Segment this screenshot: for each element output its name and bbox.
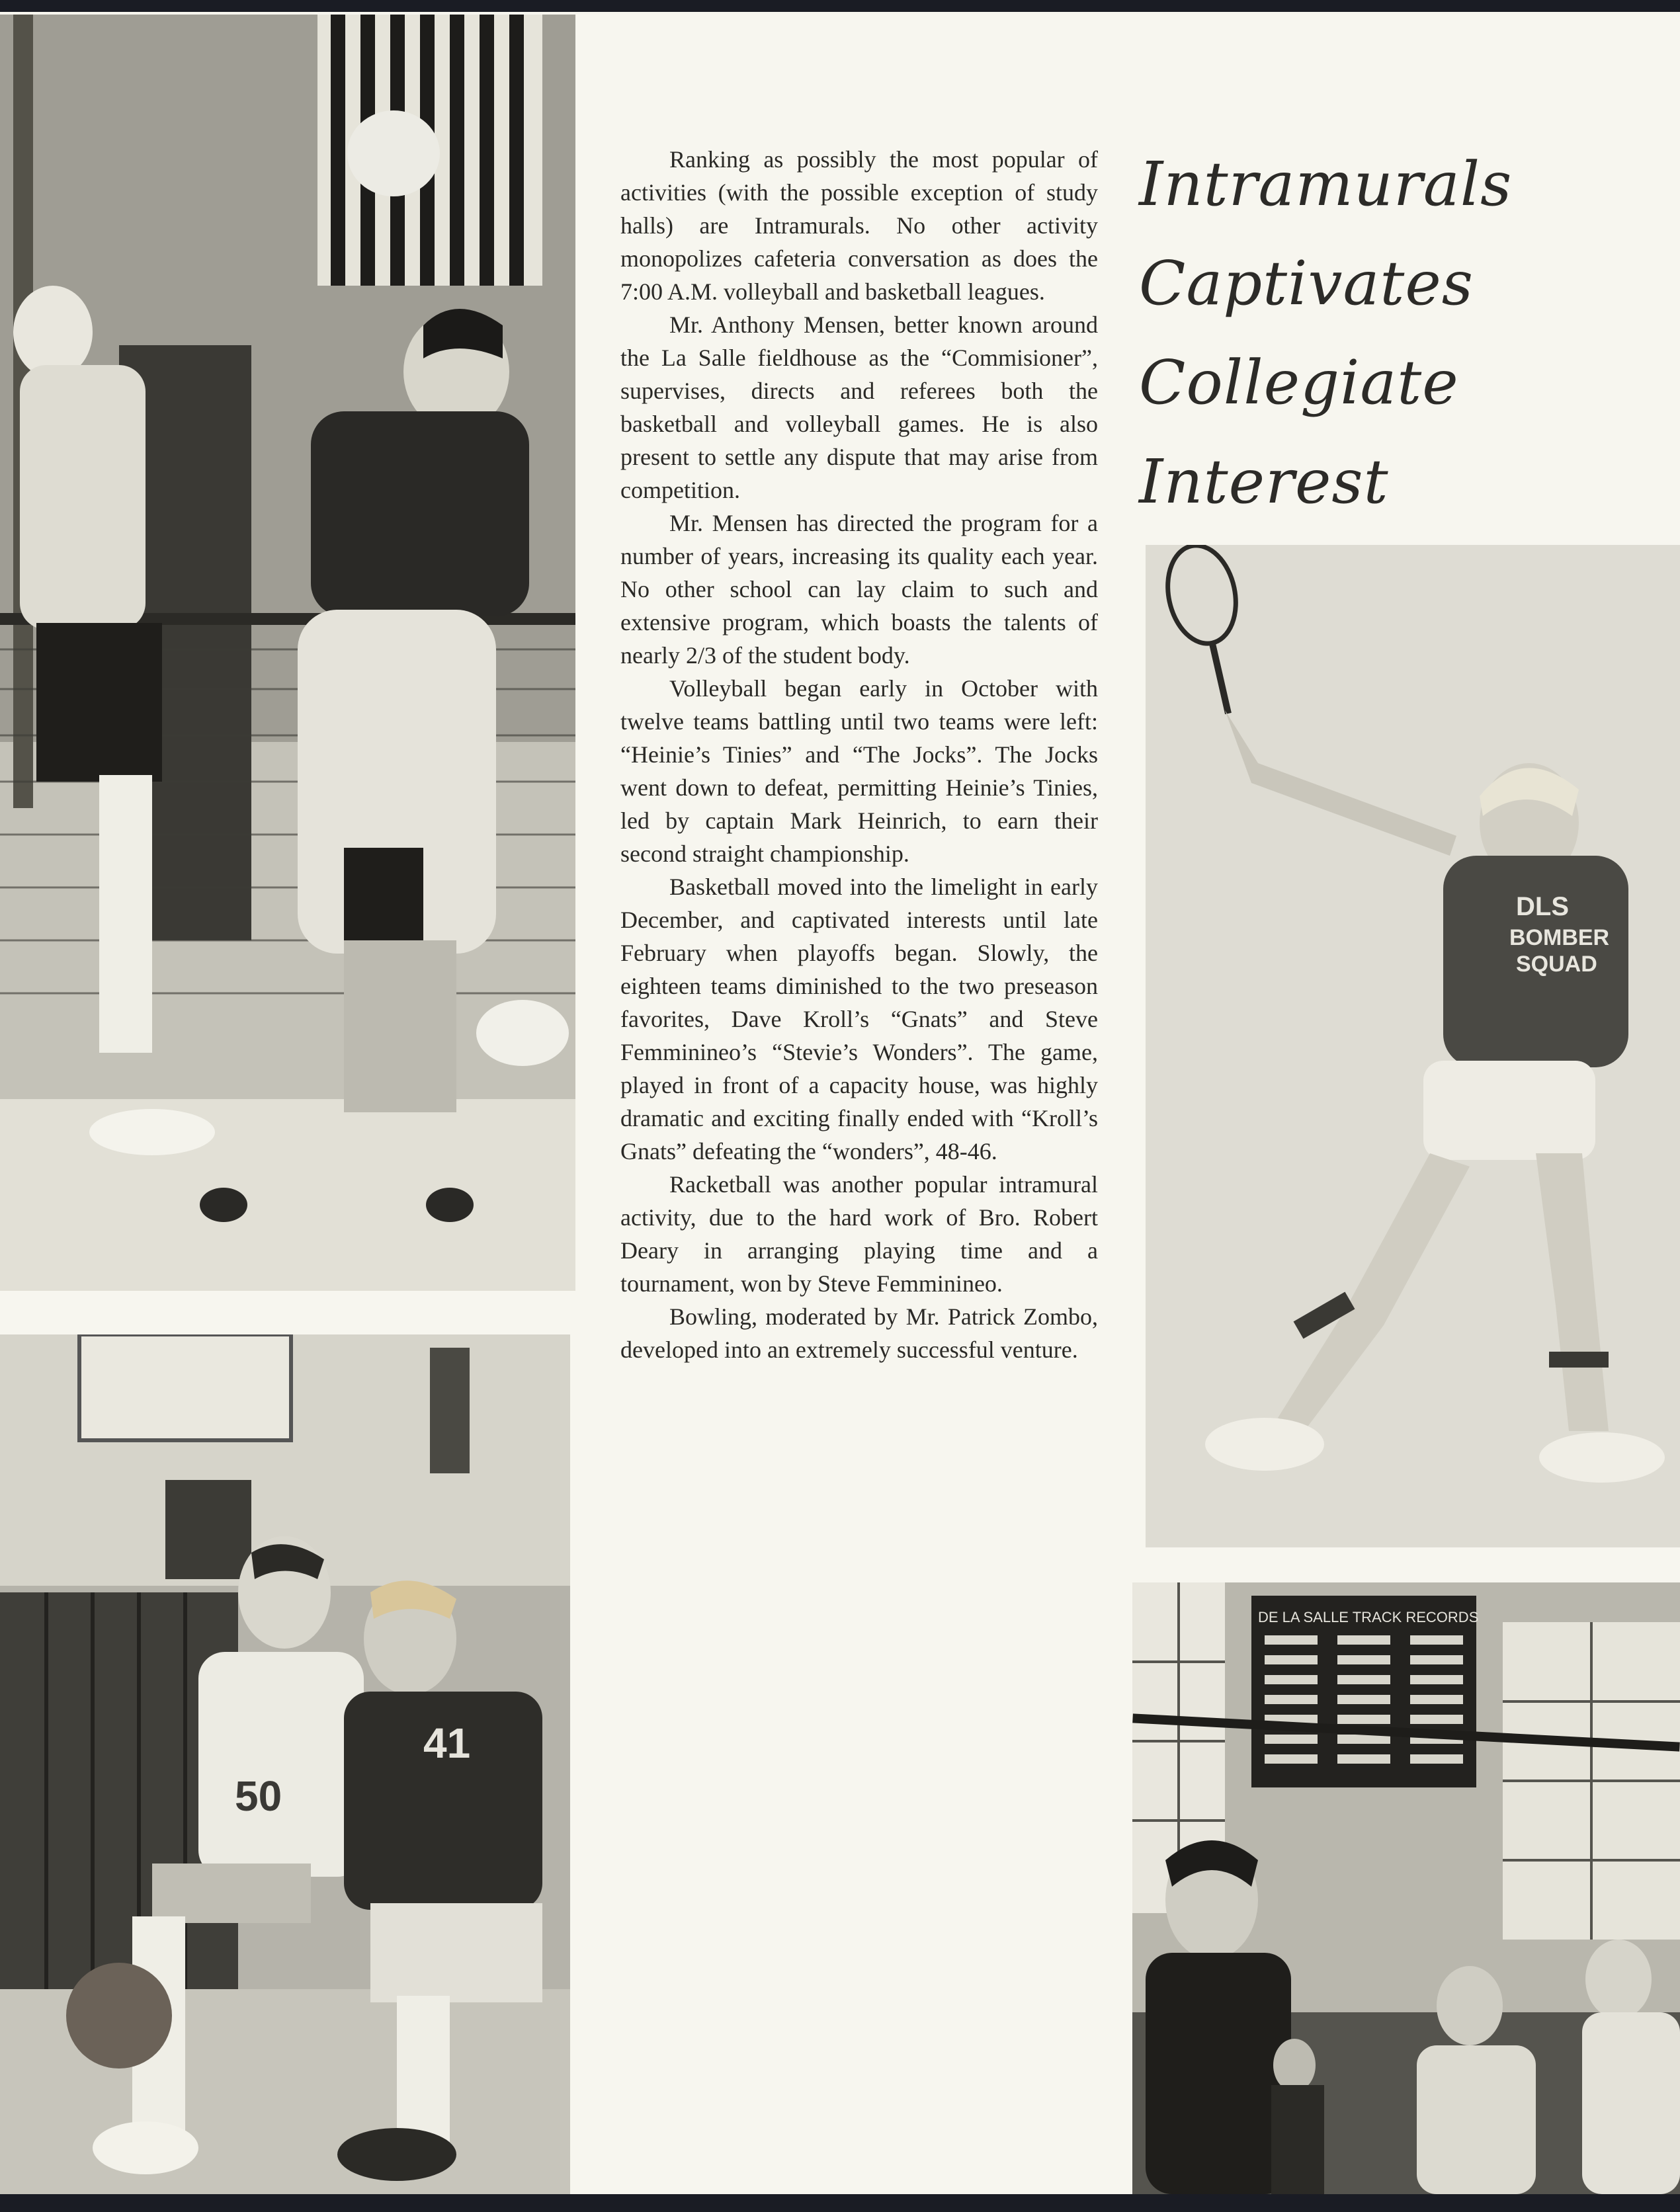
headline-line-1: Intramurals [1139,149,1513,220]
jersey-number-dark: 41 [423,1719,471,1767]
shirt-text-line1: DLS [1516,892,1569,921]
volleyball-photo [0,15,575,1291]
shirt-text-line3: SQUAD [1516,952,1597,977]
headline-line-3: Collegiate [1139,347,1459,418]
article-paragraph: Mr. Mensen has directed the program for a number of years, increasing its quality each year. No other school can lay claim to such and extensive program, which boasts the talents of nearly 2/3 of the student body. [620,510,1098,669]
article-paragraph: Ranking as possibly the most popular of activities (with the possible exception of study halls) are Intramurals. No other activity monopolizes cafeteria conversation as does the 7:00 A.M. volleyball and basketball leagues. [620,146,1098,305]
article-paragraph: Mr. Anthony Mensen, better known around the La Salle fieldhouse as the “Commisioner”, supervises, directs and referees both the basketball and volleyball games. He is also present to settle any dispute that may arise from competition. [620,311,1098,503]
racquetball-photo [1146,545,1680,1547]
article-paragraph: Volleyball began early in October with twelve teams battling until two teams were left: “Heinie’s Tinies” and “The Jocks”. The Jocks went down to defeat, permitting Heinie’s Tinies, led by captain Mark Heinrich, to earn their second straight championship. [620,675,1098,867]
scoreboard-title: DE LA SALLE TRACK RECORDS [1258,1609,1479,1625]
article-paragraph: Basketball moved into the limelight in early December, and captivated interests until late February when playoffs began. Slowly, the eighteen teams diminished to the two preseason favorites, Dave Kroll’s “Gnats” and Steve Femminineo’s “Stevie’s Wonders”. The game, played in front of a capacity house, was highly dramatic and exciting finally ended with “Kroll’s Gnats” defeating the “wonders”, 48-46. [620,874,1098,1165]
basketball-photo [0,1334,570,2194]
page-headline [1139,135,1668,532]
article-paragraph: Racketball was another popular intramural activity, due to the hard work of Bro. Robert Deary in arranging playing time and a tournament, won by Steve Femminineo. [620,1171,1098,1297]
gym-photo [1132,1582,1680,2194]
jersey-number-white: 50 [235,1772,282,1820]
headline-line-2: Captivates [1139,248,1474,319]
yearbook-page [0,12,1680,2194]
article-body [620,143,1098,1366]
article-paragraph: Bowling, moderated by Mr. Patrick Zombo, developed into an extremely successful venture. [620,1303,1098,1363]
headline-line-4: Interest [1139,446,1389,517]
shirt-text-line2: BOMBER [1509,925,1610,950]
